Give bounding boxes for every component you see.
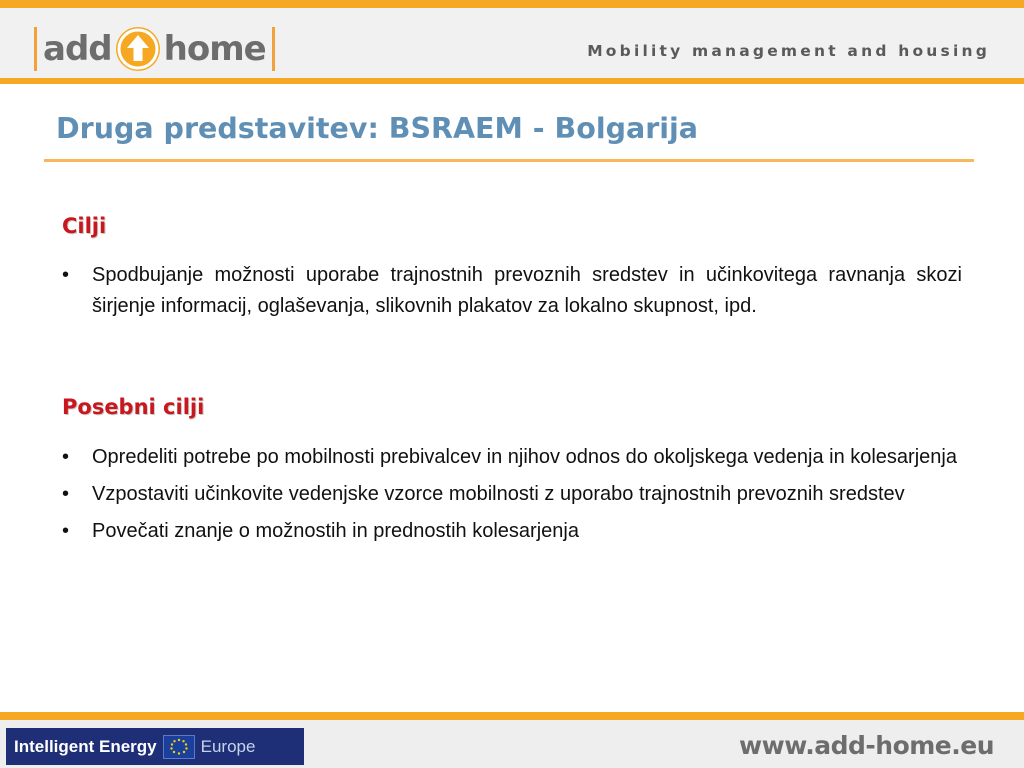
list-item bbox=[62, 516, 962, 547]
list-item-text: Vzpostaviti učinkovite vedenjske vzorce mobilnosti z uporabo trajnostnih prevoznih sredstev bbox=[92, 483, 905, 505]
bullet-icon: • bbox=[62, 264, 70, 286]
section-list-posebni-cilji bbox=[62, 442, 962, 547]
section-heading-posebni-cilji: Posebni cilji bbox=[62, 395, 205, 419]
website-url[interactable]: www.add-home.eu bbox=[739, 731, 994, 760]
title-underline bbox=[44, 159, 974, 162]
section-list-cilji bbox=[62, 260, 962, 322]
eu-flag-icon bbox=[163, 735, 195, 759]
list-item bbox=[62, 442, 962, 473]
header-tagline: Mobility management and housing bbox=[587, 42, 990, 60]
header-orange-stripe bbox=[0, 78, 1024, 84]
list-item-text: Opredeliti potrebe po mobilnosti prebivalcev in njihov odnos do okoljskega vedenja in kolesarjenja bbox=[92, 446, 957, 468]
list-item bbox=[62, 479, 962, 510]
bullet-icon: • bbox=[62, 446, 70, 468]
iee-logo-europe: Europe bbox=[200, 736, 256, 756]
list-item-text: Spodbujanje možnosti uporabe trajnostnih prevoznih sredstev in učinkovitega ravnanja skozi širjenje informacij, oglaševanja, slikovnih plakatov za lokalno skupnost, ipd. bbox=[92, 264, 962, 317]
bullet-icon: • bbox=[62, 520, 70, 542]
list-item bbox=[62, 260, 962, 322]
section-heading-cilji: Cilji bbox=[62, 214, 107, 238]
up-arrow-logo-icon bbox=[116, 27, 160, 71]
bullet-icon: • bbox=[62, 483, 70, 505]
iee-logo-text: Intelligent Energy bbox=[14, 736, 157, 756]
logo-word-add: add bbox=[43, 29, 112, 69]
intelligent-energy-europe-logo bbox=[6, 728, 304, 765]
top-orange-stripe bbox=[0, 0, 1024, 8]
header-bar bbox=[0, 8, 1024, 78]
footer-orange-stripe bbox=[0, 712, 1024, 720]
add-home-logo bbox=[28, 20, 281, 78]
slide-title: Druga predstavitev: BSRAEM - Bolgarija bbox=[56, 112, 699, 145]
list-item-text: Povečati znanje o možnostih in prednostih kolesarjenja bbox=[92, 520, 579, 542]
logo-word-home: home bbox=[163, 29, 266, 69]
